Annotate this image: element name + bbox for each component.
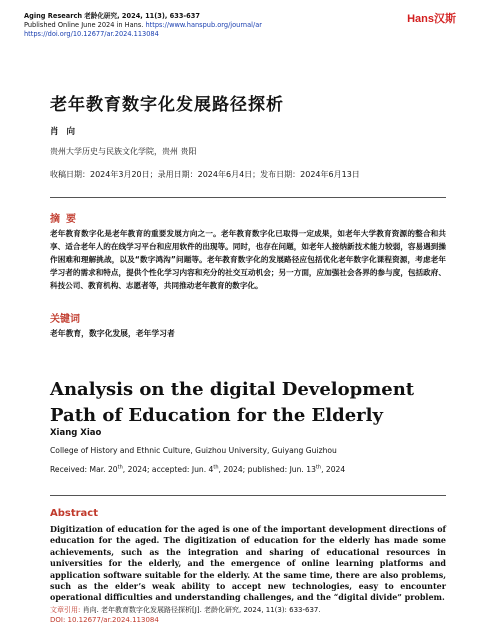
abstract-heading-en: Abstract (50, 508, 99, 519)
received-suffix: th (117, 464, 123, 471)
year-end: , 2024 (321, 465, 346, 474)
published-date: , 2024; published: Jun. 13 (218, 465, 316, 474)
abstract-en: Digitization of education for the aged is one of the important development directions of education for the aged. The digitization of education for the elderly has made some achievements, such as the integration and sharing of educational resources in universities for the elderly, and the emergence of online learning platforms and application software suitable for the elderly. At the same time, there are also problems, such as the elder’s weak ability to accept new technologies, easy to encounter operational difficulties and understanding challenges, and the “digital divide” problem. (50, 524, 446, 603)
section-divider-en (50, 495, 446, 496)
paper-title-cn: 老年教育数字化发展路径探析 (50, 95, 284, 115)
doi-line (24, 30, 159, 39)
abstract-heading-cn: 摘要 (50, 214, 82, 225)
accepted-suffix: th (213, 464, 219, 471)
section-divider (50, 197, 446, 198)
doi-link[interactable]: https://doi.org/10.12677/ar.2024.113084 (24, 30, 159, 38)
published-suffix: th (315, 464, 322, 471)
paper-title-en: Analysis on the digital Development Path of Education for the Elderly (50, 378, 415, 426)
author-en: Xiang Xiao (50, 428, 102, 438)
accepted-date: , 2024; accepted: Jun. 4 (122, 465, 214, 474)
dates-cn: 收稿日期：2024年3月20日；录用日期：2024年6月4日；发布日期：2024年6月13日 (50, 170, 360, 179)
footer-doi[interactable]: DOI: 10.12677/ar.2024.113084 (50, 616, 159, 624)
journal-volume: , 2024, 11(3), 633-637 (117, 12, 200, 20)
affiliation-en: College of History and Ethnic Culture, Guizhou University, Guiyang Guizhou (50, 446, 337, 455)
citation (50, 605, 321, 616)
hans-logo (407, 10, 456, 26)
journal-info (24, 12, 200, 21)
journal-url-link[interactable]: https://www.hanspub.org/journal/ar (145, 21, 262, 29)
publication-line (24, 21, 262, 30)
logo-text-cn: 汉斯 (434, 13, 456, 25)
keywords-heading-cn: 关键词 (50, 314, 80, 325)
received-date: Received: Mar. 20 (50, 465, 118, 474)
abstract-cn: 老年教育数字化是老年教育的重要发展方向之一。老年教育数字化已取得一定成果，如老年大学教育资源的整合和共享、适合老年人的在线学习平台和应用软件的出现等。同时，也存在问题，如老年人接纳新技术能力较弱，容易遇到操作困难和理解挑战，以及“数字鸿沟”问题等。老年教育数字化的发展路径应包括优化老年数字化课程资源，考虑老年学习者的需求和特点，提供个性化学习内容和充分的社交互动机会；另一方面，应加强社会各界的参与度，包括政府、科技公司、教育机构、志愿者等，共同推动老年教育的数字化。 (50, 229, 446, 290)
logo-text-en: Hans (407, 13, 434, 25)
citation-label: 文章引用: (50, 606, 81, 614)
affiliation-cn: 贵州大学历史与民族文化学院，贵州 贵阳 (50, 147, 197, 156)
published-online: Published Online June 2024 in Hans. (24, 21, 144, 29)
journal-name-cn: 老龄化研究 (84, 12, 118, 20)
author-cn: 肖向 (50, 127, 84, 137)
dates-en (50, 465, 345, 474)
keywords-cn: 老年教育，数字化发展，老年学习者 (50, 329, 175, 338)
journal-name: Aging Research (24, 12, 83, 20)
citation-text: 肖向. 老年教育数字化发展路径探析[J]. 老龄化研究, 2024, 11(3): 633-637. (82, 606, 321, 614)
